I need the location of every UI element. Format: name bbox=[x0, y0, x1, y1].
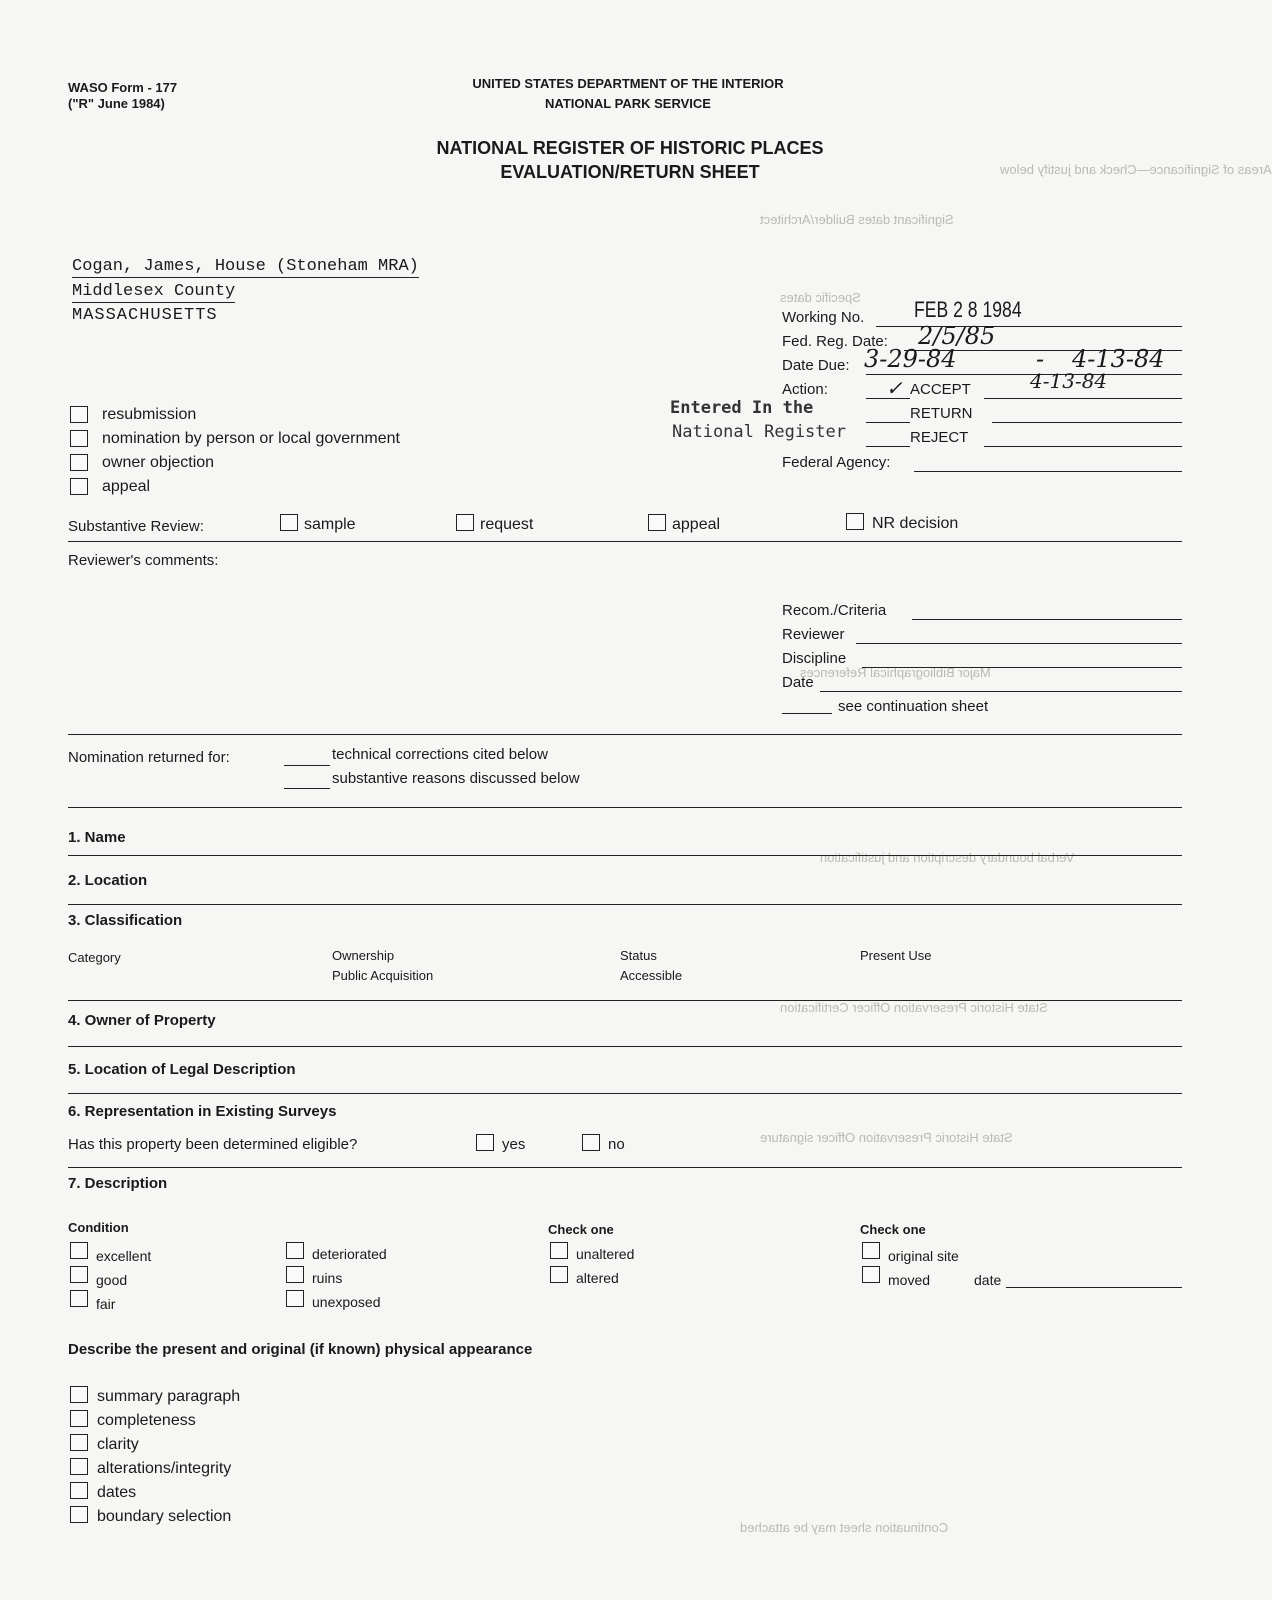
form-title: NATIONAL REGISTER OF HISTORIC PLACES bbox=[436, 138, 824, 158]
section-legal-description-heading: 5. Location of Legal Description bbox=[68, 1061, 296, 1078]
sample-label: sample bbox=[304, 516, 356, 533]
section-description-heading: 7. Description bbox=[68, 1175, 168, 1192]
date-due-value2: 4-13-84 bbox=[1072, 345, 1165, 373]
clarity-label: clarity bbox=[97, 1436, 139, 1453]
substantive-review-label: Substantive Review: bbox=[68, 518, 204, 535]
fair-label: fair bbox=[96, 1296, 116, 1312]
deteriorated-label: deteriorated bbox=[312, 1246, 387, 1262]
deteriorated-checkbox[interactable] bbox=[286, 1242, 304, 1259]
describe-appearance-label: Describe the present and original (if known) physical appearance bbox=[68, 1341, 533, 1358]
ruins-label: ruins bbox=[312, 1270, 343, 1286]
review-appeal-checkbox[interactable] bbox=[648, 514, 666, 531]
dates-checkbox[interactable] bbox=[70, 1482, 88, 1499]
unexposed-label: unexposed bbox=[312, 1294, 381, 1310]
reviewer-label: Reviewer bbox=[782, 626, 845, 643]
federal-agency-label: Federal Agency: bbox=[782, 454, 891, 471]
fair-checkbox[interactable] bbox=[70, 1290, 88, 1307]
completeness-checkbox[interactable] bbox=[70, 1410, 88, 1427]
property-name: Cogan, James, House (Stoneham MRA) bbox=[72, 257, 419, 276]
moved-date-label: date bbox=[974, 1272, 1002, 1288]
nr-decision-label: NR decision bbox=[872, 515, 959, 532]
ruins-checkbox[interactable] bbox=[286, 1266, 304, 1283]
resubmission-checkbox[interactable] bbox=[70, 406, 88, 423]
technical-corrections-label: technical corrections cited below bbox=[332, 746, 548, 763]
date-due-separator: - bbox=[1036, 345, 1045, 373]
reviewers-comments-label: Reviewer's comments: bbox=[68, 552, 219, 569]
summary-paragraph-checkbox[interactable] bbox=[70, 1386, 88, 1403]
condition-label: Condition bbox=[68, 1220, 129, 1235]
original-site-label: original site bbox=[888, 1248, 959, 1264]
original-site-checkbox[interactable] bbox=[862, 1242, 880, 1259]
nr-decision-checkbox[interactable] bbox=[846, 513, 864, 530]
recom-criteria-label: Recom./Criteria bbox=[782, 602, 887, 619]
appeal-label: appeal bbox=[102, 478, 151, 495]
altered-label: altered bbox=[576, 1270, 619, 1286]
request-checkbox[interactable] bbox=[456, 514, 474, 531]
accept-label: ACCEPT bbox=[910, 381, 971, 398]
eligible-no-label: no bbox=[608, 1136, 625, 1153]
discipline-label: Discipline bbox=[782, 650, 847, 667]
working-no-value: FEB 2 8 1984 bbox=[914, 297, 1022, 322]
fed-reg-value: 2/5/85 bbox=[918, 322, 996, 350]
section-name-heading: 1. Name bbox=[68, 829, 126, 846]
fed-reg-label: Fed. Reg. Date: bbox=[782, 333, 888, 350]
substantive-reasons-label: substantive reasons discussed below bbox=[332, 770, 580, 787]
register-stamp-line1: Entered In the bbox=[670, 398, 814, 418]
owner-objection-checkbox[interactable] bbox=[70, 454, 88, 471]
accept-check-mark: ✓ bbox=[886, 376, 903, 400]
section-surveys-heading: 6. Representation in Existing Surveys bbox=[68, 1103, 337, 1120]
dates-label: dates bbox=[97, 1484, 137, 1501]
alterations-integrity-label: alterations/integrity bbox=[97, 1460, 232, 1477]
excellent-checkbox[interactable] bbox=[70, 1242, 88, 1259]
good-label: good bbox=[96, 1272, 128, 1288]
unaltered-checkbox[interactable] bbox=[550, 1242, 568, 1259]
nomination-by-person-label: nomination by person or local government bbox=[102, 430, 400, 447]
clarity-checkbox[interactable] bbox=[70, 1434, 88, 1451]
form-number: WASO Form - 177 bbox=[68, 80, 178, 95]
check-one-alteration-label: Check one bbox=[548, 1222, 614, 1237]
eligible-yes-label: yes bbox=[502, 1136, 526, 1153]
unexposed-checkbox[interactable] bbox=[286, 1290, 304, 1307]
unaltered-label: unaltered bbox=[576, 1246, 635, 1262]
section-owner-heading: 4. Owner of Property bbox=[68, 1012, 216, 1029]
alterations-integrity-checkbox[interactable] bbox=[70, 1458, 88, 1475]
section-classification-heading: 3. Classification bbox=[68, 912, 183, 929]
status-label: Status bbox=[620, 948, 657, 963]
reject-label: REJECT bbox=[910, 429, 969, 446]
completeness-label: completeness bbox=[97, 1412, 196, 1429]
request-label: request bbox=[480, 516, 534, 533]
service-name: NATIONAL PARK SERVICE bbox=[545, 96, 711, 111]
boundary-selection-checkbox[interactable] bbox=[70, 1506, 88, 1523]
public-acquisition-label: Public Acquisition bbox=[332, 968, 434, 983]
return-label: RETURN bbox=[910, 405, 973, 422]
present-use-label: Present Use bbox=[860, 948, 932, 963]
property-state: MASSACHUSETTS bbox=[72, 306, 218, 325]
section-location-heading: 2. Location bbox=[68, 872, 148, 889]
eligible-no-checkbox[interactable] bbox=[582, 1134, 600, 1151]
category-label: Category bbox=[68, 950, 121, 965]
working-no-label: Working No. bbox=[782, 309, 865, 326]
review-appeal-label: appeal bbox=[672, 516, 721, 533]
continuation-sheet-label: see continuation sheet bbox=[838, 698, 989, 715]
accept-date: 4-13-84 bbox=[1030, 369, 1108, 393]
date-due-label: Date Due: bbox=[782, 357, 850, 374]
boundary-selection-label: boundary selection bbox=[97, 1508, 232, 1525]
nomination-by-person-checkbox[interactable] bbox=[70, 430, 88, 447]
department-name: UNITED STATES DEPARTMENT OF THE INTERIOR bbox=[472, 76, 784, 91]
eligibility-question: Has this property been determined eligible? bbox=[68, 1136, 358, 1153]
register-stamp-line2: National Register bbox=[672, 422, 846, 442]
check-one-site-label: Check one bbox=[860, 1222, 926, 1237]
date-due-value1: 3-29-84 bbox=[864, 345, 957, 373]
appeal-checkbox[interactable] bbox=[70, 478, 88, 495]
property-county: Middlesex County bbox=[72, 282, 236, 301]
form-subtitle: EVALUATION/RETURN SHEET bbox=[500, 162, 760, 182]
moved-label: moved bbox=[888, 1272, 931, 1288]
moved-checkbox[interactable] bbox=[862, 1266, 880, 1283]
nomination-returned-label: Nomination returned for: bbox=[68, 749, 230, 766]
summary-paragraph-label: summary paragraph bbox=[97, 1388, 241, 1405]
form-date: ("R" June 1984) bbox=[68, 96, 165, 111]
sample-checkbox[interactable] bbox=[280, 514, 298, 531]
accessible-label: Accessible bbox=[620, 968, 683, 983]
excellent-label: excellent bbox=[96, 1248, 152, 1264]
altered-checkbox[interactable] bbox=[550, 1266, 568, 1283]
eligible-yes-checkbox[interactable] bbox=[476, 1134, 494, 1151]
resubmission-label: resubmission bbox=[102, 406, 197, 423]
ownership-label: Ownership bbox=[332, 948, 395, 963]
good-checkbox[interactable] bbox=[70, 1266, 88, 1283]
owner-objection-label: owner objection bbox=[102, 454, 215, 471]
date-label: Date bbox=[782, 674, 814, 691]
action-label: Action: bbox=[782, 381, 828, 398]
